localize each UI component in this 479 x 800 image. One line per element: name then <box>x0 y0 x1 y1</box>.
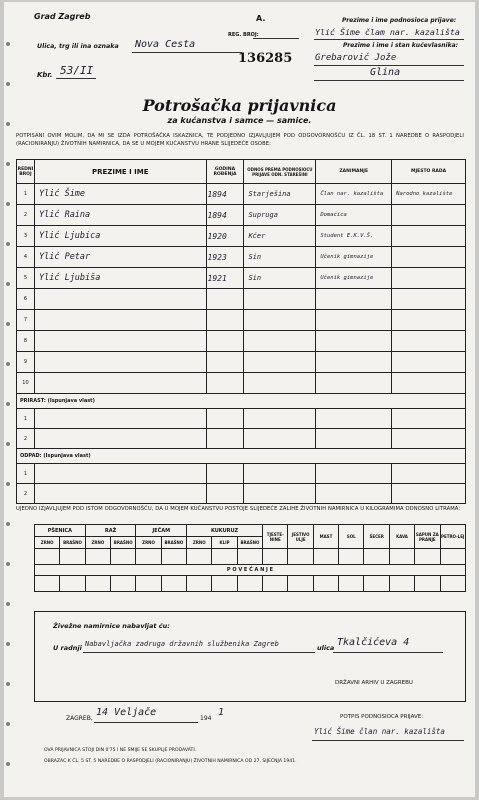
person-name: Ylić Raina <box>34 205 206 226</box>
birth-year: 1894 <box>206 205 244 226</box>
person-name: Ylić Šime <box>34 184 206 205</box>
odpad-label: ODPAD: (Ispunjava vlast) <box>17 449 466 464</box>
occupation: Student E.K.V.Š. <box>316 226 392 247</box>
table-row <box>17 310 466 331</box>
occupation: Učenik gimnazije <box>316 268 392 289</box>
form-letter: A. <box>256 14 266 23</box>
row-number: 9 <box>17 352 35 373</box>
owner-label: Prezime i ime i stan kućevlasnika: <box>343 42 459 49</box>
occupation: Domaćica <box>316 205 392 226</box>
col-header-relation: ODNOS PREMA PODNOSIOCU PRIJAVE ODN. STAREŠINI <box>244 160 316 184</box>
sub-grain: ZRNO <box>35 537 60 549</box>
table-row <box>17 184 466 205</box>
birth-year: 1923 <box>206 247 244 268</box>
odpad-section <box>17 449 466 464</box>
birth-year: 1894 <box>206 184 244 205</box>
relation: Supruga <box>244 205 316 226</box>
sub-grain: ZRNO <box>85 537 110 549</box>
signature-value: Ylić Šime član nar. kazališta <box>314 727 445 736</box>
col-salt: SOL <box>339 525 364 549</box>
povecanje-label: P O V E Ć A N J E <box>35 565 466 576</box>
row-number: 7 <box>17 310 35 331</box>
table-row <box>17 289 466 310</box>
prirast-label: PRIRAST: (Ispunjava vlast) <box>17 394 466 409</box>
form-title: Potrošačka prijavnica <box>142 96 337 115</box>
household-table-header <box>17 160 466 184</box>
supply-street-value: Tkalčićeva 4 <box>337 637 410 648</box>
table-row <box>17 373 466 394</box>
signature-place: ZAGREB, <box>66 715 93 722</box>
reg-number: 136285 <box>238 51 293 66</box>
col-header-number: REDNI BROJ <box>17 160 35 184</box>
footer-regulation-note: OBRAZAC K ČL. 5 ST. 5 NAREDBE O RASPODJELI (RACIONIRANJU) ŽIVOTNIH NAMIRNICA OD 27. SIJEČNJA 1941. <box>44 759 297 764</box>
owner-value-2: Glina <box>370 67 401 78</box>
group-barley: JEČAM <box>136 525 187 537</box>
street-value: Nova Cesta <box>135 39 196 50</box>
col-header-occupation: ZANIMANJE <box>316 160 392 184</box>
kbr-label: Kbr. <box>37 71 53 79</box>
col-lard: MAST <box>313 525 338 549</box>
signature-label: POTPIS PODNOSIOCA PRIJAVE: <box>340 714 424 720</box>
col-soap: SAPUN ZA PRANJE <box>415 525 440 549</box>
row-number: 4 <box>17 247 35 268</box>
group-wheat: PŠENICA <box>35 525 86 537</box>
povecanje-row <box>35 565 466 576</box>
col-sugar: ŠEĆER <box>364 525 389 549</box>
group-rye: RAŽ <box>85 525 136 537</box>
table-row <box>17 429 466 449</box>
year-suffix: 1 <box>218 707 225 718</box>
row-number: 1 <box>17 184 35 205</box>
supply-street-label: ulica <box>317 644 335 652</box>
workplace <box>392 247 466 268</box>
relation: Sin <box>244 268 316 289</box>
person-name: Ylić Ljubiša <box>34 268 206 289</box>
workplace <box>392 205 466 226</box>
occupation: Učenik gimnazije <box>316 247 392 268</box>
archive-stamp: DRŽAVNI ARHIV U ZAGREBU <box>335 680 413 686</box>
relation: Sin <box>244 247 316 268</box>
relation: Kćer <box>244 226 316 247</box>
sub-flour: BRAŠNO <box>111 537 136 549</box>
row-number: 1 <box>17 464 35 484</box>
street-label: Ulica, trg ili ina oznaka <box>37 43 119 50</box>
sub-grain: ZRNO <box>187 537 212 549</box>
shop-value: Nabavljačka zadruga državnih službenika Zagreb <box>85 640 279 648</box>
sub-flour: BRAŠNO <box>60 537 85 549</box>
col-header-name: PREZIME I IME <box>34 160 206 184</box>
row-number: 2 <box>17 484 35 504</box>
sub-cob: KLIP <box>212 537 237 549</box>
row-number: 8 <box>17 331 35 352</box>
table-row <box>17 331 466 352</box>
form-subtitle: za kućanstva i samce — samice. <box>167 116 312 125</box>
year-prefix: 194 <box>200 715 212 722</box>
table-row <box>17 268 466 289</box>
birth-year: 1921 <box>206 268 244 289</box>
sub-flour: BRAŠNO <box>161 537 186 549</box>
row-number: 1 <box>17 409 35 429</box>
table-row <box>17 409 466 429</box>
row-number: 2 <box>17 429 35 449</box>
col-header-workplace: MJESTO RADA <box>392 160 466 184</box>
signature-date: 14 Veljače <box>96 707 157 718</box>
occupation: Član nar. kazališta <box>316 184 392 205</box>
birth-year: 1920 <box>206 226 244 247</box>
relation: Starješina <box>244 184 316 205</box>
table-row <box>17 352 466 373</box>
intro-statement: POTPISANI OVIM MOLIM, DA MI SE IZDA POTROŠAČKA ISKAZNICA, TE PODJEDNO IZJAVLJUJEM POD ODGOVORNOŠĆU IZ ČL. 18 ST. 1 NAREDBE O RASPODJELI (RACIONIRANJU) ŽIVOTNIH NAMIRNICA, DA SE U MOJEM KUĆANSTVU HRANE SLIJEDEĆE OSOBE: <box>16 133 464 147</box>
table-row <box>17 247 466 268</box>
col-oil: JESTIVO ULJE <box>288 525 313 549</box>
person-name: Ylić Petar <box>34 247 206 268</box>
group-corn: KUKURUZ <box>187 525 263 537</box>
applicant-label: Prezime i ime podnosioca prijave: <box>342 17 457 24</box>
stock-increase-row <box>35 576 466 592</box>
table-row <box>17 205 466 226</box>
row-number: 3 <box>17 226 35 247</box>
col-header-year: GODINA ROĐENJA <box>206 160 244 184</box>
shop-label: U radnji <box>53 644 82 652</box>
prirast-section <box>17 394 466 409</box>
col-petroleum: PETRO-LEJ <box>440 525 466 549</box>
table-row <box>17 464 466 484</box>
supply-box <box>34 611 466 702</box>
city-heading: Grad Zagreb <box>34 12 91 21</box>
sub-flour: BRAŠNO <box>237 537 262 549</box>
row-number: 6 <box>17 289 35 310</box>
stock-values-row <box>35 549 466 565</box>
table-row <box>17 484 466 504</box>
stock-group-header <box>35 525 466 537</box>
person-name: Ylić Ljubica <box>34 226 206 247</box>
form-page <box>4 2 475 797</box>
row-number: 2 <box>17 205 35 226</box>
kbr-value: 53/II <box>60 64 94 77</box>
stock-table <box>34 524 466 592</box>
row-number: 5 <box>17 268 35 289</box>
col-pasta: TJESTE-NINE <box>263 525 288 549</box>
workplace <box>392 268 466 289</box>
supply-label: Živežne namirnice nabavljat ću: <box>53 622 170 630</box>
workplace: Narodno kazalište <box>392 184 466 205</box>
sub-grain: ZRNO <box>136 537 161 549</box>
stock-statement: UJEDNO IZJAVLJUJEM POD ISTOM ODGOVORNOŠĆU, DA U MOJEM KUĆANSTVU POSTOJE SLIJEDEĆE ZALIHE ŽIVOTNIH NAMIRNICA U KILOGRAMIMA ODNOSNO LITRAMA: <box>16 506 461 512</box>
col-coffee: KAVA <box>389 525 414 549</box>
household-table <box>16 159 466 504</box>
reg-label: REG. BROJ: <box>228 32 259 38</box>
applicant-value: Ylić Šime člam nar. kazališta <box>315 27 460 37</box>
table-row <box>17 226 466 247</box>
footer-price-note: OVA PRIJAVNICA STOJI DIN 0'75 I NE SMIJE SE SKUPLJE PRODAVATI. <box>44 748 197 753</box>
workplace <box>392 226 466 247</box>
owner-value-1: Grebarović Jože <box>315 53 397 63</box>
row-number: 10 <box>17 373 35 394</box>
